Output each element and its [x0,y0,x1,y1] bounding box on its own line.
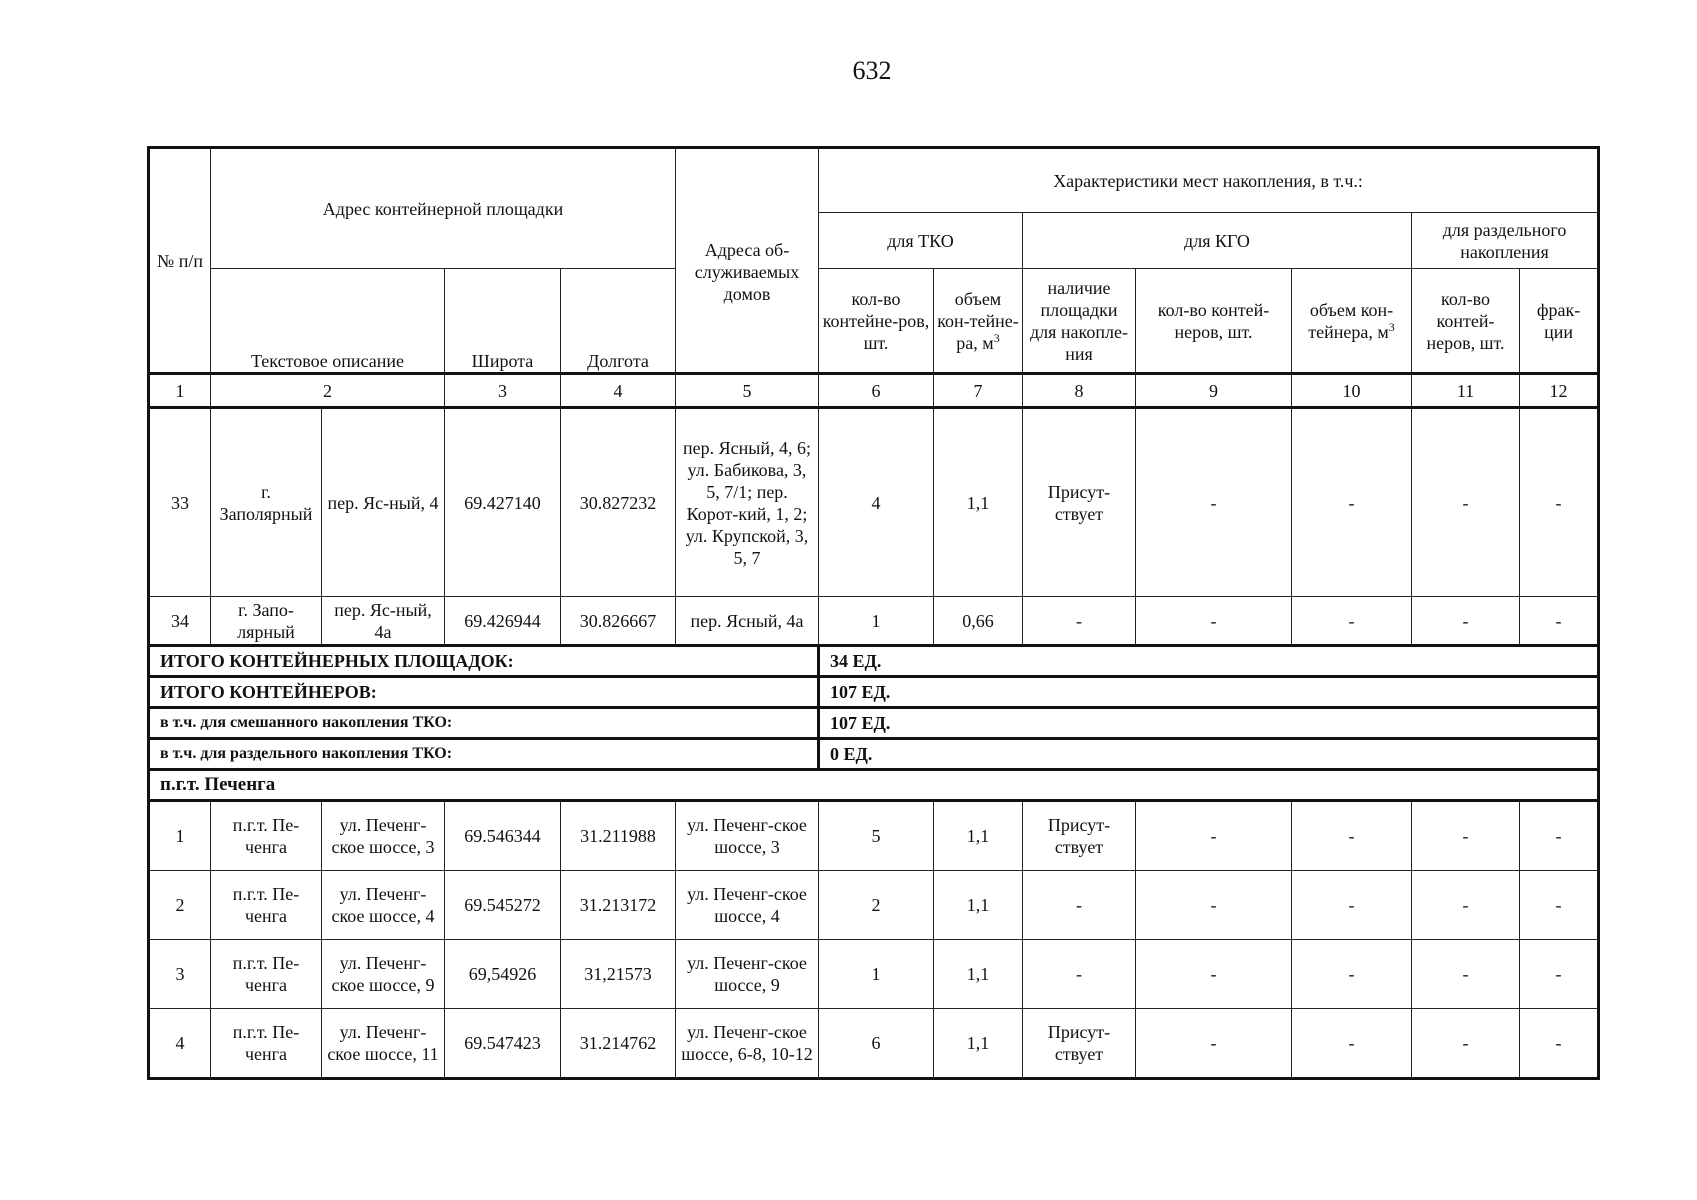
cell-city: г. Запо-лярный [211,597,322,646]
cell-no: 33 [149,408,211,597]
cell-lat: 69.427140 [445,408,561,597]
cell-no: 3 [149,940,211,1009]
cell-kgo-count: - [1136,1009,1292,1079]
cell-kgo-count: - [1136,801,1292,871]
header-group-tko: для ТКО [819,213,1023,269]
cell-tko-count: 1 [819,597,934,646]
column-number: 9 [1136,374,1292,408]
header-row-1 [149,148,1599,213]
cell-kgo-count: - [1136,408,1292,597]
total-value: 34 ЕД. [819,646,1599,677]
cell-lat: 69,54926 [445,940,561,1009]
cell-tko-count: 6 [819,1009,934,1079]
cell-tko-count: 2 [819,871,934,940]
cell-tko-count: 1 [819,940,934,1009]
cell-tko-count: 4 [819,408,934,597]
cell-sep-count: - [1412,940,1520,1009]
cell-street: ул. Печенг-ское шоссе, 3 [322,801,445,871]
header-kgo-count: кол-во контей-неров, шт. [1136,269,1292,374]
cell-tko-count: 5 [819,801,934,871]
cell-served: ул. Печенг-ское шоссе, 6-8, 10-12 [676,1009,819,1079]
column-number: 2 [211,374,445,408]
header-lon: Долгота [561,269,676,374]
total-row [149,708,1599,739]
header-kgo-volume: объем кон-тейнера, $м^3$ [1292,269,1412,374]
table-row [149,408,1599,597]
header-served: Адреса об-служиваемых домов [676,148,819,374]
column-number: 1 [149,374,211,408]
cell-served: ул. Печенг-ское шоссе, 9 [676,940,819,1009]
cell-city: п.г.т. Пе-ченга [211,940,322,1009]
header-tko-count: кол-во контейне-ров, шт. [819,269,934,374]
cell-kgo-area: - [1023,940,1136,1009]
cell-city: п.г.т. Пе-ченга [211,801,322,871]
cell-kgo-count: - [1136,940,1292,1009]
cell-sep-fractions: - [1520,408,1599,597]
total-row [149,739,1599,770]
cell-lon: 30.827232 [561,408,676,597]
cell-served: ул. Печенг-ское шоссе, 3 [676,801,819,871]
column-number: 3 [445,374,561,408]
cell-kgo-area: - [1023,597,1136,646]
header-group-separate: для раздельного накопления [1412,213,1599,269]
cell-lon: 31,21573 [561,940,676,1009]
cell-tko-volume: 1,1 [934,801,1023,871]
cell-kgo-volume: - [1292,801,1412,871]
cell-lon: 30.826667 [561,597,676,646]
cell-sep-count: - [1412,871,1520,940]
cell-served: пер. Ясный, 4, 6; ул. Бабикова, 3, 5, 7/1; пер. Корот-кий, 1, 2; ул. Крупской, 3, 5, 7 [676,408,819,597]
cell-tko-volume: 1,1 [934,1009,1023,1079]
cell-street: ул. Печенг-ское шоссе, 11 [322,1009,445,1079]
cell-no: 34 [149,597,211,646]
total-value: 107 ЕД. [819,708,1599,739]
column-number: 12 [1520,374,1599,408]
cell-lat: 69.546344 [445,801,561,871]
total-label: ИТОГО КОНТЕЙНЕРНЫХ ПЛОЩАДОК: [149,646,819,677]
cell-lon: 31.211988 [561,801,676,871]
cell-lat: 69.545272 [445,871,561,940]
total-label: в т.ч. для смешанного накопления ТКО: [149,708,819,739]
header-sep-count: кол-во контей-неров, шт. [1412,269,1520,374]
table-row [149,940,1599,1009]
cell-no: 2 [149,871,211,940]
cell-sep-count: - [1412,408,1520,597]
column-number: 10 [1292,374,1412,408]
cell-sep-fractions: - [1520,940,1599,1009]
cell-served: ул. Печенг-ское шоссе, 4 [676,871,819,940]
cell-tko-volume: 1,1 [934,408,1023,597]
table-row [149,801,1599,871]
header-characteristics: Характеристики мест накопления, в т.ч.: [819,148,1599,213]
header-text-desc: Текстовое описание [211,269,445,374]
cell-lon: 31.213172 [561,871,676,940]
table-row [149,597,1599,646]
header-lat: Широта [445,269,561,374]
cell-sep-fractions: - [1520,871,1599,940]
total-value: 107 ЕД. [819,677,1599,708]
total-label: ИТОГО КОНТЕЙНЕРОВ: [149,677,819,708]
column-number: 11 [1412,374,1520,408]
column-number: 4 [561,374,676,408]
cell-lon: 31.214762 [561,1009,676,1079]
section-title: п.г.т. Печенга [149,770,1599,801]
cell-kgo-area: Присут-ствует [1023,1009,1136,1079]
cell-lat: 69.547423 [445,1009,561,1079]
header-tko-volume: объем кон-тейне-ра, $м^3$ [934,269,1023,374]
header-kgo-area: наличие площадки для накопле-ния [1023,269,1136,374]
table-row [149,871,1599,940]
cell-tko-volume: 1,1 [934,940,1023,1009]
column-number: 8 [1023,374,1136,408]
cell-kgo-area: Присут-ствует [1023,801,1136,871]
cell-kgo-volume: - [1292,408,1412,597]
page-number: 632 [852,56,892,85]
cell-sep-fractions: - [1520,801,1599,871]
cell-no: 4 [149,1009,211,1079]
cell-street: пер. Яс-ный, 4 [322,408,445,597]
cell-tko-volume: 1,1 [934,871,1023,940]
cell-city: п.г.т. Пе-ченга [211,871,322,940]
total-row [149,677,1599,708]
cell-kgo-area: Присут-ствует [1023,408,1136,597]
cell-sep-count: - [1412,597,1520,646]
cell-city: г. Заполярный [211,408,322,597]
total-row [149,646,1599,677]
cell-kgo-volume: - [1292,940,1412,1009]
container-sites-table [147,146,1600,1080]
cell-street: ул. Печенг-ское шоссе, 4 [322,871,445,940]
cell-kgo-volume: - [1292,871,1412,940]
header-no: № п/п [149,148,211,374]
total-label: в т.ч. для раздельного накопления ТКО: [149,739,819,770]
cell-kgo-area: - [1023,871,1136,940]
cell-sep-fractions: - [1520,597,1599,646]
cell-kgo-volume: - [1292,597,1412,646]
cell-kgo-volume: - [1292,1009,1412,1079]
column-number: 5 [676,374,819,408]
column-numbers-row [149,374,1599,408]
section-row [149,770,1599,801]
cell-kgo-count: - [1136,871,1292,940]
column-number: 7 [934,374,1023,408]
table-row [149,1009,1599,1079]
cell-kgo-count: - [1136,597,1292,646]
header-address: Адрес контейнерной площадки [211,148,676,269]
cell-no: 1 [149,801,211,871]
header-group-kgo: для КГО [1023,213,1412,269]
cell-sep-fractions: - [1520,1009,1599,1079]
total-value: 0 ЕД. [819,739,1599,770]
cell-tko-volume: 0,66 [934,597,1023,646]
header-sep-fractions: фрак-ции [1520,269,1599,374]
cell-lat: 69.426944 [445,597,561,646]
cell-sep-count: - [1412,801,1520,871]
cell-served: пер. Ясный, 4а [676,597,819,646]
column-number: 6 [819,374,934,408]
cell-city: п.г.т. Пе-ченга [211,1009,322,1079]
cell-street: пер. Яс-ный, 4а [322,597,445,646]
cell-sep-count: - [1412,1009,1520,1079]
cell-street: ул. Печенг-ское шоссе, 9 [322,940,445,1009]
